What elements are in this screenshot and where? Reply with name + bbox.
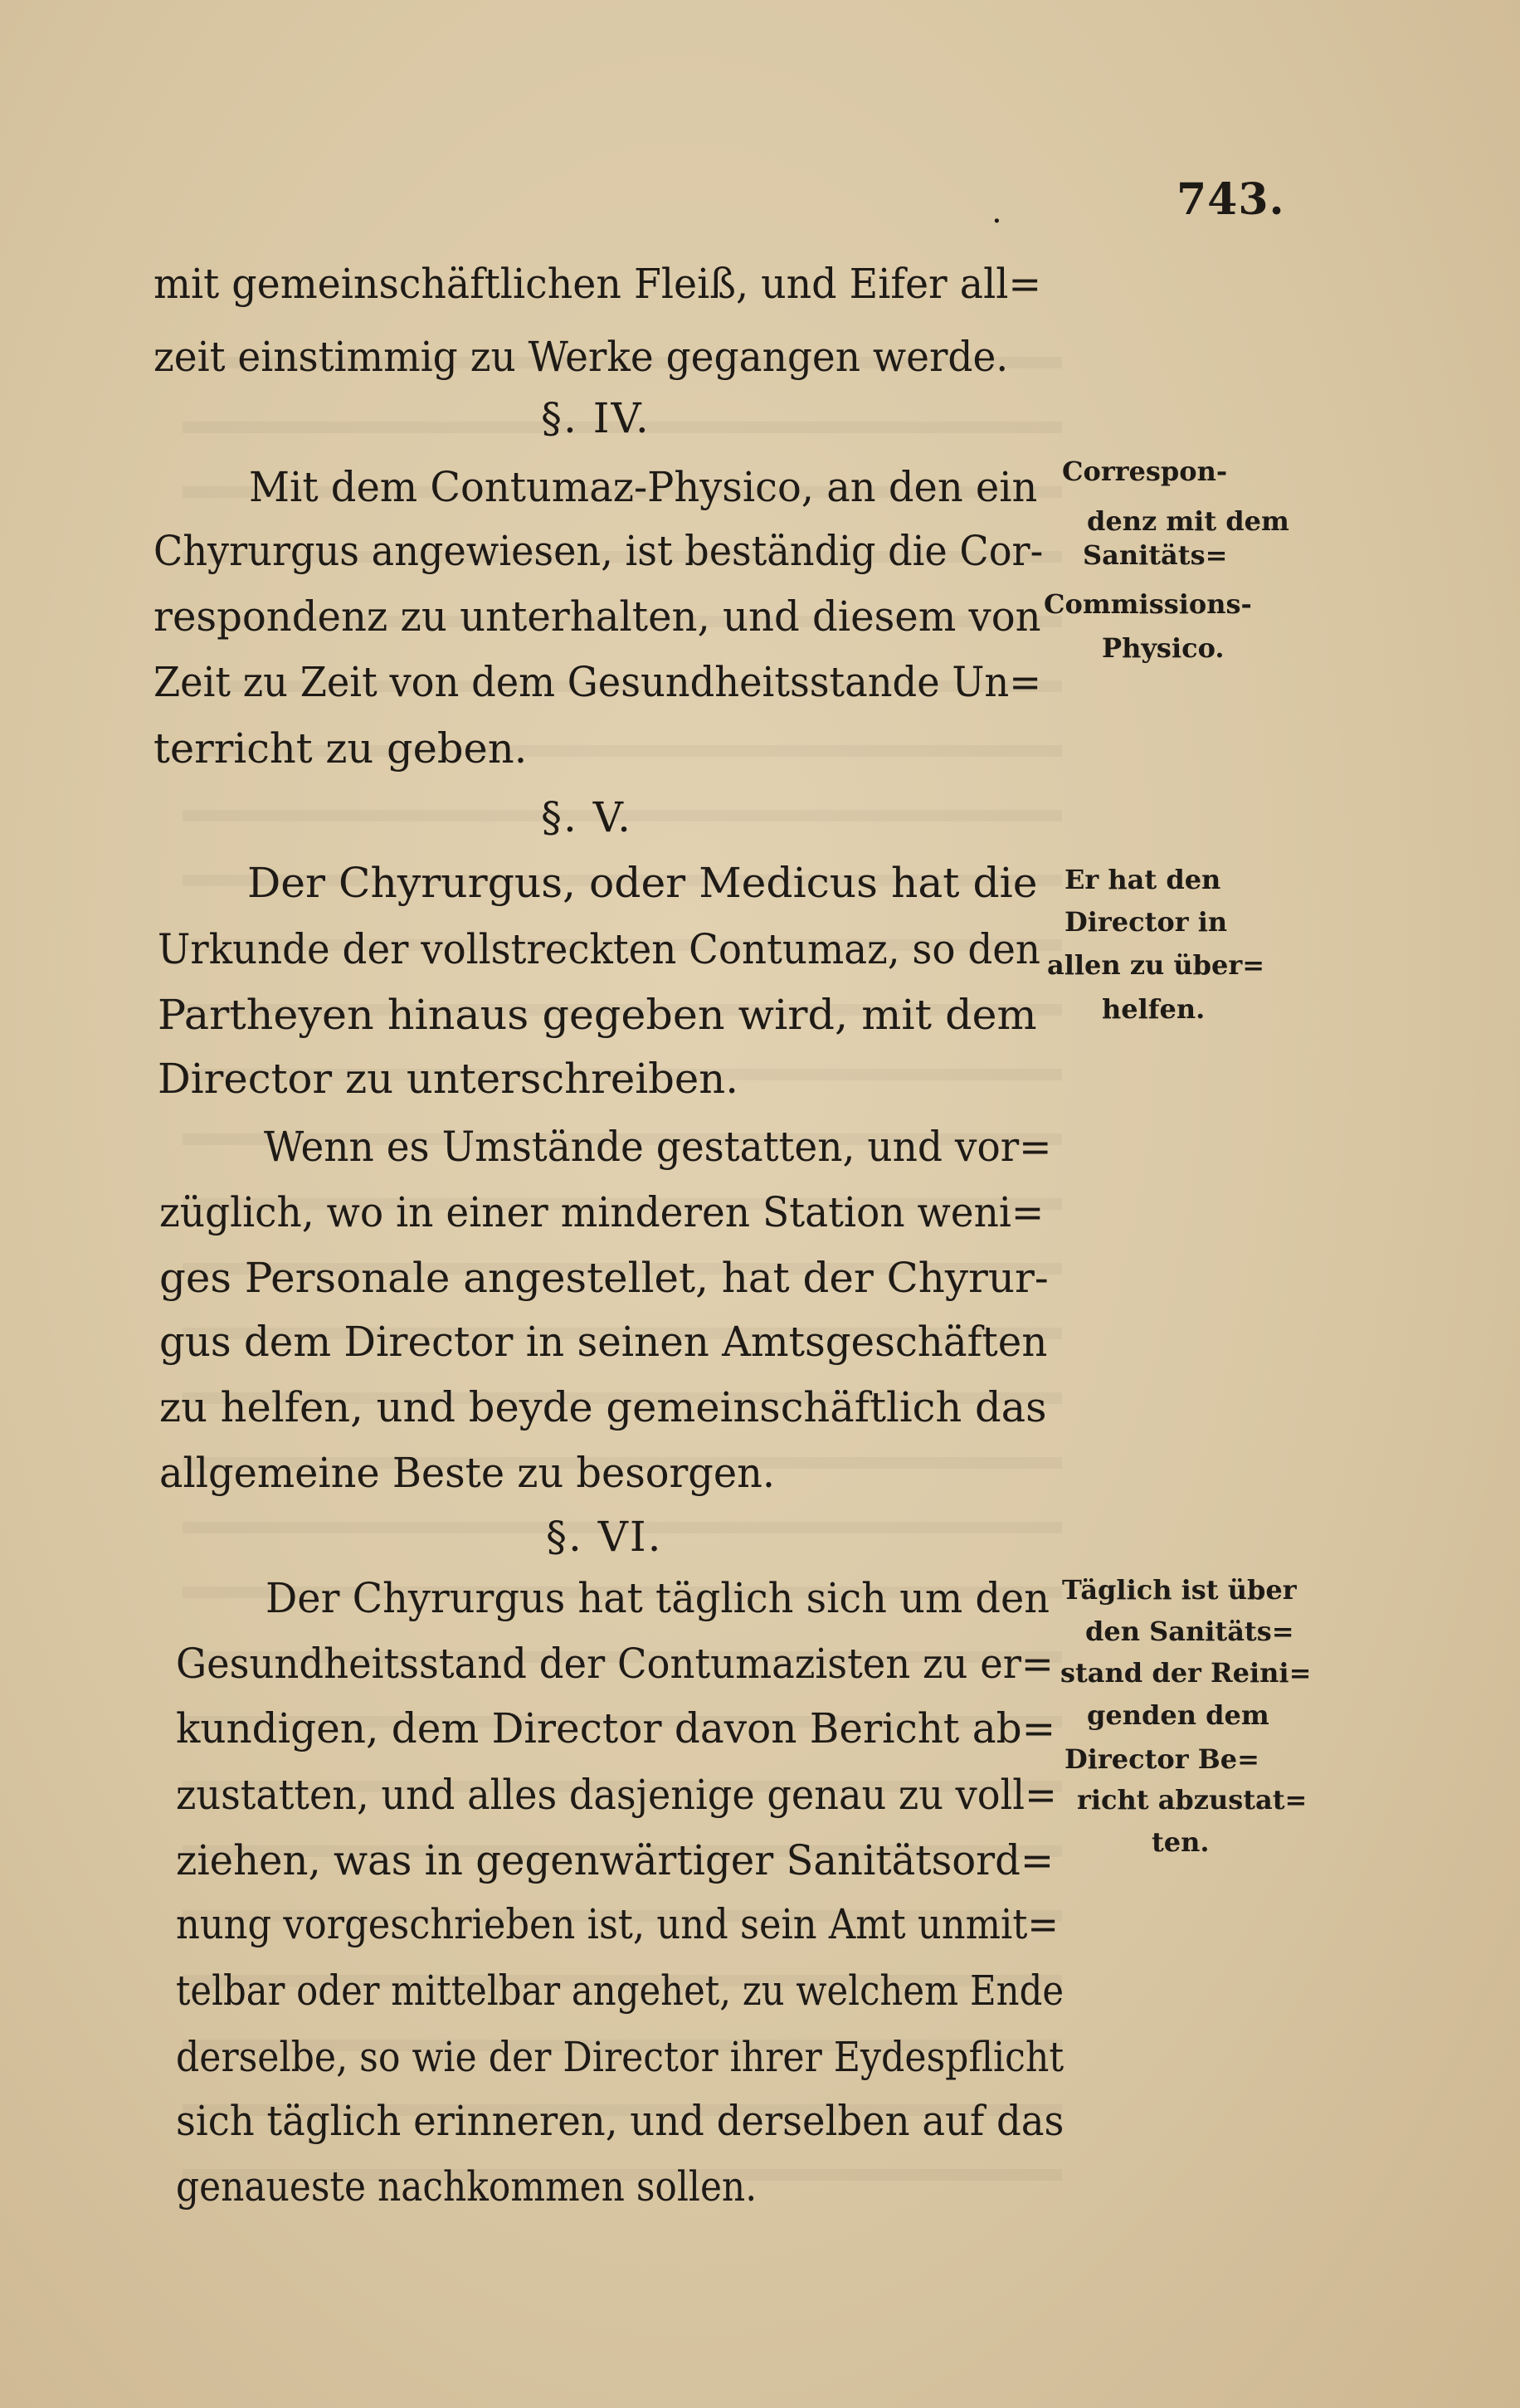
body-line: terricht zu geben. xyxy=(153,724,528,773)
margin-note-line: Correspon- xyxy=(1062,456,1228,487)
margin-note-line: denz mit dem xyxy=(1087,505,1289,537)
margin-note-line: Director in xyxy=(1064,906,1228,938)
body-line: Director zu unterschreiben. xyxy=(158,1055,739,1103)
margin-note-line: ten. xyxy=(1152,1826,1210,1858)
body-line: allgemeine Beste zu besorgen. xyxy=(159,1449,776,1497)
body-line: ges Personale angestellet, hat der Chyrur- xyxy=(159,1254,1049,1302)
body-line: derselbe, so wie der Director ihrer Eydespflicht xyxy=(176,2033,1064,2081)
body-line: Wenn es Umstände gestatten, und vor= xyxy=(264,1123,1052,1171)
body-line: ziehen, was in gegenwärtiger Sanitätsord= xyxy=(176,1836,1055,1884)
section-heading-vi: §. VI. xyxy=(546,1513,663,1561)
margin-note-line: stand der Reini= xyxy=(1060,1657,1312,1689)
body-line: Urkunde der vollstreckten Contumaz, so den xyxy=(158,925,1040,973)
margin-note-line: Täglich ist über xyxy=(1062,1574,1297,1606)
body-line: Der Chyrurgus, oder Medicus hat die xyxy=(247,859,1038,907)
margin-note-line: allen zu über= xyxy=(1047,949,1265,981)
margin-note-line: Physico. xyxy=(1102,632,1225,664)
body-line: Partheyen hinaus gegeben wird, mit dem xyxy=(158,991,1037,1039)
margin-note-line: den Sanitäts= xyxy=(1085,1616,1294,1647)
margin-note-line: richt abzustat= xyxy=(1077,1784,1308,1816)
body-line: züglich, wo in einer minderen Station weni= xyxy=(159,1188,1045,1236)
margin-note-line: Sanitäts= xyxy=(1083,539,1228,571)
section-heading-iv: §. IV. xyxy=(541,394,650,442)
body-line: zu helfen, und beyde gemeinschäftlich das xyxy=(159,1383,1047,1431)
margin-note-line: helfen. xyxy=(1102,993,1206,1025)
body-line: sich täglich erinneren, und derselben auf das xyxy=(176,2097,1064,2145)
body-line: Der Chyrurgus hat täglich sich um den xyxy=(266,1574,1050,1622)
body-line: telbar oder mittelbar angehet, zu welchem Ende xyxy=(176,1967,1064,2015)
body-line: nung vorgeschrieben ist, und sein Amt unmit= xyxy=(176,1900,1059,1948)
body-line: gus dem Director in seinen Amtsgeschäften xyxy=(159,1318,1048,1366)
margin-note-line: genden dem xyxy=(1087,1699,1269,1731)
body-line: respondenz zu unterhalten, und diesem von xyxy=(153,592,1041,641)
body-line: Chyrurgus angewiesen, ist beständig die Cor- xyxy=(153,527,1044,575)
margin-note-line: Director Be= xyxy=(1064,1743,1259,1775)
margin-note-line: Commissions- xyxy=(1044,588,1252,620)
body-line: Gesundheitsstand der Contumazisten zu er= xyxy=(176,1640,1054,1688)
page-dot-mark: . xyxy=(991,193,1002,231)
body-line: zustatten, und alles dasjenige genau zu voll= xyxy=(176,1771,1057,1819)
margin-note-line: Er hat den xyxy=(1064,864,1221,895)
body-line: kundigen, dem Director davon Bericht ab= xyxy=(176,1704,1056,1752)
body-line: zeit einstimmig zu Werke gegangen werde. xyxy=(153,333,1009,381)
section-heading-v: §. V. xyxy=(541,793,633,841)
body-line: mit gemeinschäftlichen Fleiß, und Eifer all= xyxy=(153,260,1042,308)
body-line: Zeit zu Zeit von dem Gesundheitsstande Un= xyxy=(153,658,1042,706)
body-line: genaueste nachkommen sollen. xyxy=(176,2162,758,2211)
page-number: 743. xyxy=(1177,174,1285,225)
body-line: Mit dem Contumaz-Physico, an den ein xyxy=(249,463,1038,511)
